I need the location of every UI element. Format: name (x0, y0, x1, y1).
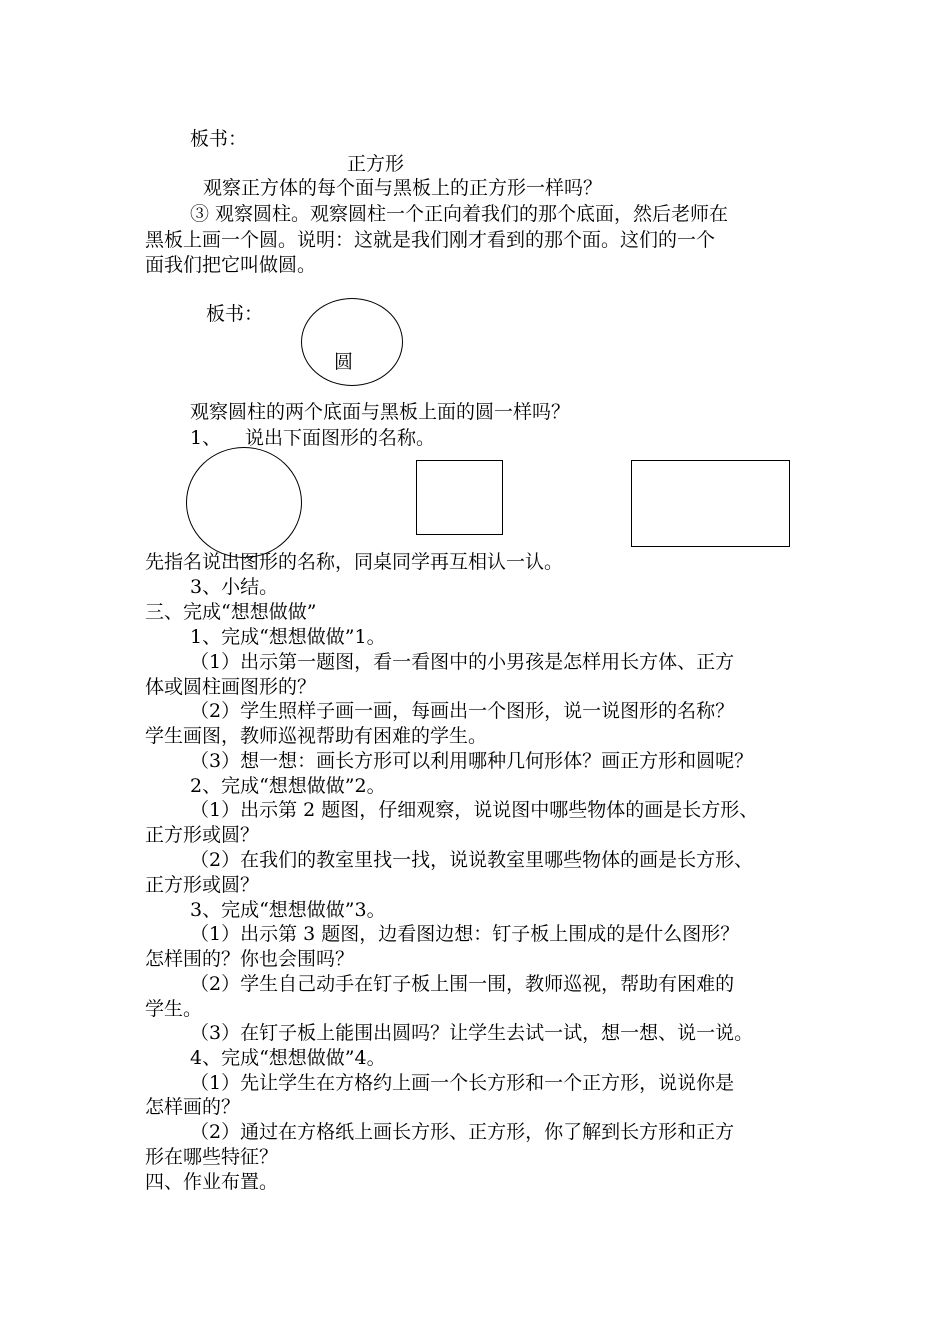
paragraph-line: （1）出示第一题图，看一看图中的小男孩是怎样用长方体、正方 (190, 651, 735, 673)
paragraph-line: （1）先让学生在方格约上画一个长方形和一个正方形，说说你是 (190, 1072, 735, 1094)
section-heading: 四、作业布置。 (145, 1171, 279, 1193)
paragraph-line: （3）想一想：画长方形可以利用哪种几何形体？画正方形和圆呢？ (190, 750, 754, 772)
paragraph-line: 正方形或圆？ (145, 824, 260, 846)
section-heading: 三、完成“想想做做” (145, 601, 317, 623)
paragraph-line: （1）出示第 2 题图，仔细观察，说说图中哪些物体的画是长方形、 (190, 799, 759, 821)
paragraph-line: （2）在我们的教室里找一找，说说教室里哪些物体的画是长方形、 (190, 849, 754, 871)
item-title: 3、完成“想想做做”3。 (190, 899, 386, 921)
paragraph-line: ③ 观察圆柱。观察圆柱一个正向着我们的那个底面，然后老师在 (190, 203, 729, 225)
exercise-instruction: 说出下面图形的名称。 (245, 427, 436, 449)
board-caption-square: 正方形 (347, 153, 405, 175)
item-title: 1、完成“想想做做”1。 (190, 626, 386, 648)
question-square: 观察正方体的每个面与黑板上的正方形一样吗？ (203, 177, 603, 199)
paragraph-line: 怎样画的？ (145, 1096, 241, 1118)
paragraph-line: （2）学生照样子画一画，每画出一个图形，说一说图形的名称？ (190, 700, 735, 722)
paragraph-line: 体或圆柱画图形的？ (145, 676, 317, 698)
paragraph-line: （2）学生自己动手在钉子板上围一围，教师巡视，帮助有困难的 (190, 973, 735, 995)
board-label: 板书： (206, 303, 264, 325)
paragraph-line: （2）通过在方格纸上画长方形、正方形，你了解到长方形和正方 (190, 1121, 735, 1143)
board-circle-label: 圆 (334, 351, 354, 373)
paragraph-line: （3）在钉子板上能围出圆吗？让学生去试一试，想一想、说一说。 (190, 1022, 754, 1044)
exercise-note: 先指名说出图形的名称，同桌同学再互相认一认。 (145, 551, 564, 573)
paragraph-line: 形在哪些特征？ (145, 1146, 279, 1168)
paragraph-line: 黑板上画一个圆。说明：这就是我们刚才看到的那个面。这们的一个 (145, 229, 716, 251)
paragraph-line: 怎样围的？你也会围吗？ (145, 948, 355, 970)
circle-shape (186, 447, 302, 558)
square-shape (416, 460, 503, 535)
item-title: 2、完成“想想做做”2。 (190, 775, 386, 797)
question-circle: 观察圆柱的两个底面与黑板上面的圆一样吗？ (190, 401, 571, 423)
paragraph-line: 正方形或圆？ (145, 874, 260, 896)
paragraph-line: 学生画图，教师巡视帮助有困难的学生。 (145, 725, 488, 747)
summary: 3、小结。 (190, 576, 279, 598)
paragraph-line: 面我们把它叫做圆。 (145, 254, 317, 276)
item-title: 4、完成“想想做做”4。 (190, 1047, 386, 1069)
paragraph-line: （1）出示第 3 题图，边看图边想：钉子板上围成的是什么图形？ (190, 923, 740, 945)
exercise-number: 1、 (190, 427, 222, 449)
board-label: 板书： (190, 128, 248, 150)
paragraph-line: 学生。 (145, 998, 203, 1020)
rectangle-shape (631, 460, 790, 547)
